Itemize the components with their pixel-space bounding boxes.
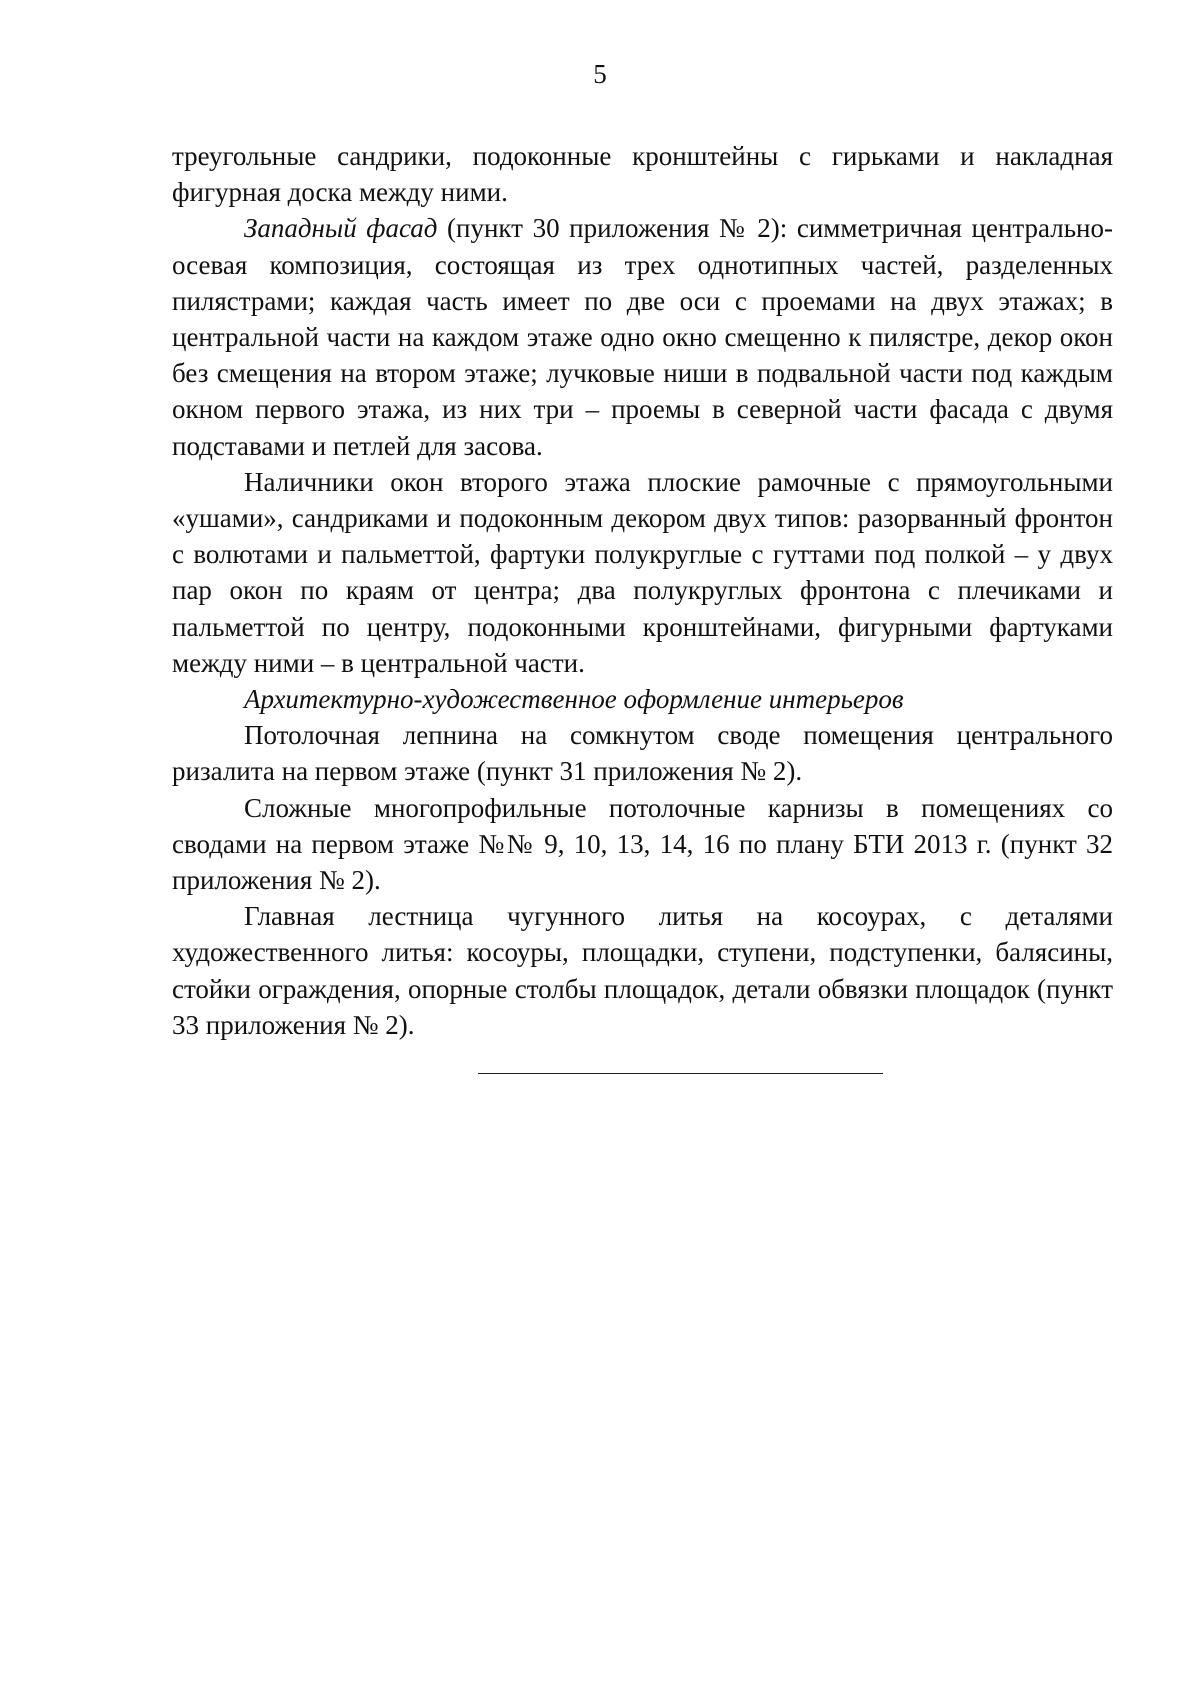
- paragraph-text: Главная лестница чугунного литья на косоурах, с деталями художественного литья: косоуры, площадки, ступени, подступенки, балясины, стойки ограждения, опорные столбы площадок, детали обвязки площадок (пункт 33 приложения № 2).: [172, 901, 1113, 1040]
- paragraph-window-frames: [172, 464, 1113, 681]
- document-body: [172, 138, 1113, 1043]
- page-number: 5: [593, 59, 607, 89]
- paragraph-ceiling-molding: [172, 717, 1113, 789]
- paragraph-lead-italic: Западный фасад: [244, 213, 438, 244]
- paragraph-ceiling-cornices: [172, 790, 1113, 899]
- end-of-document-rule: [478, 1073, 883, 1074]
- paragraph-text: Сложные многопрофильные потолочные карнизы в помещениях со сводами на первом этаже №№ 9, 10, 13, 14, 16 по плану БТИ 2013 г. (пункт 32 приложения № 2).: [172, 792, 1113, 896]
- paragraph-main-staircase: [172, 898, 1113, 1043]
- paragraph-text: Потолочная лепнина на сомкнутом своде помещения центрального ризалита на первом этаже (пункт 31 приложения № 2).: [172, 720, 1113, 787]
- section-heading-text: Архитектурно-художественное оформление интерьеров: [244, 684, 904, 715]
- paragraph-west-facade: [172, 210, 1113, 463]
- paragraph-window-decor-end: [172, 138, 1113, 210]
- paragraph-text: Наличники окон второго этажа плоские рамочные с прямоугольными «ушами», сандриками и подоконным декором двух типов: разорванный фронтон с волютами и пальметтой, фартуки полукруглые с гуттами под полкой – у двух пар окон по краям от центра; два полукруглых фронтона с плечиками и пальметтой по центру, подоконными кронштейнами, фигурными фартуками между ними – в центральной части.: [172, 466, 1113, 678]
- paragraph-text: треугольные сандрики, подоконные кронштейны с гирьками и накладная фигурная доска между ними.: [172, 141, 1113, 208]
- section-heading-interiors: [172, 681, 1113, 717]
- paragraph-text: (пункт 30 приложения № 2): симметричная центрально-осевая композиция, состоящая из трех однотипных частей, разделенных пилястрами; каждая часть имеет по две оси с проемами на двух этажах; в центральной части на каждом этаже одно окно смещенно к пилястре, декор окон без смещения на втором этаже; лучковые ниши в подвальной части под каждым окном первого этажа, из них три – проемы в северной части фасада с двумя подставами и петлей для засова.: [172, 213, 1113, 461]
